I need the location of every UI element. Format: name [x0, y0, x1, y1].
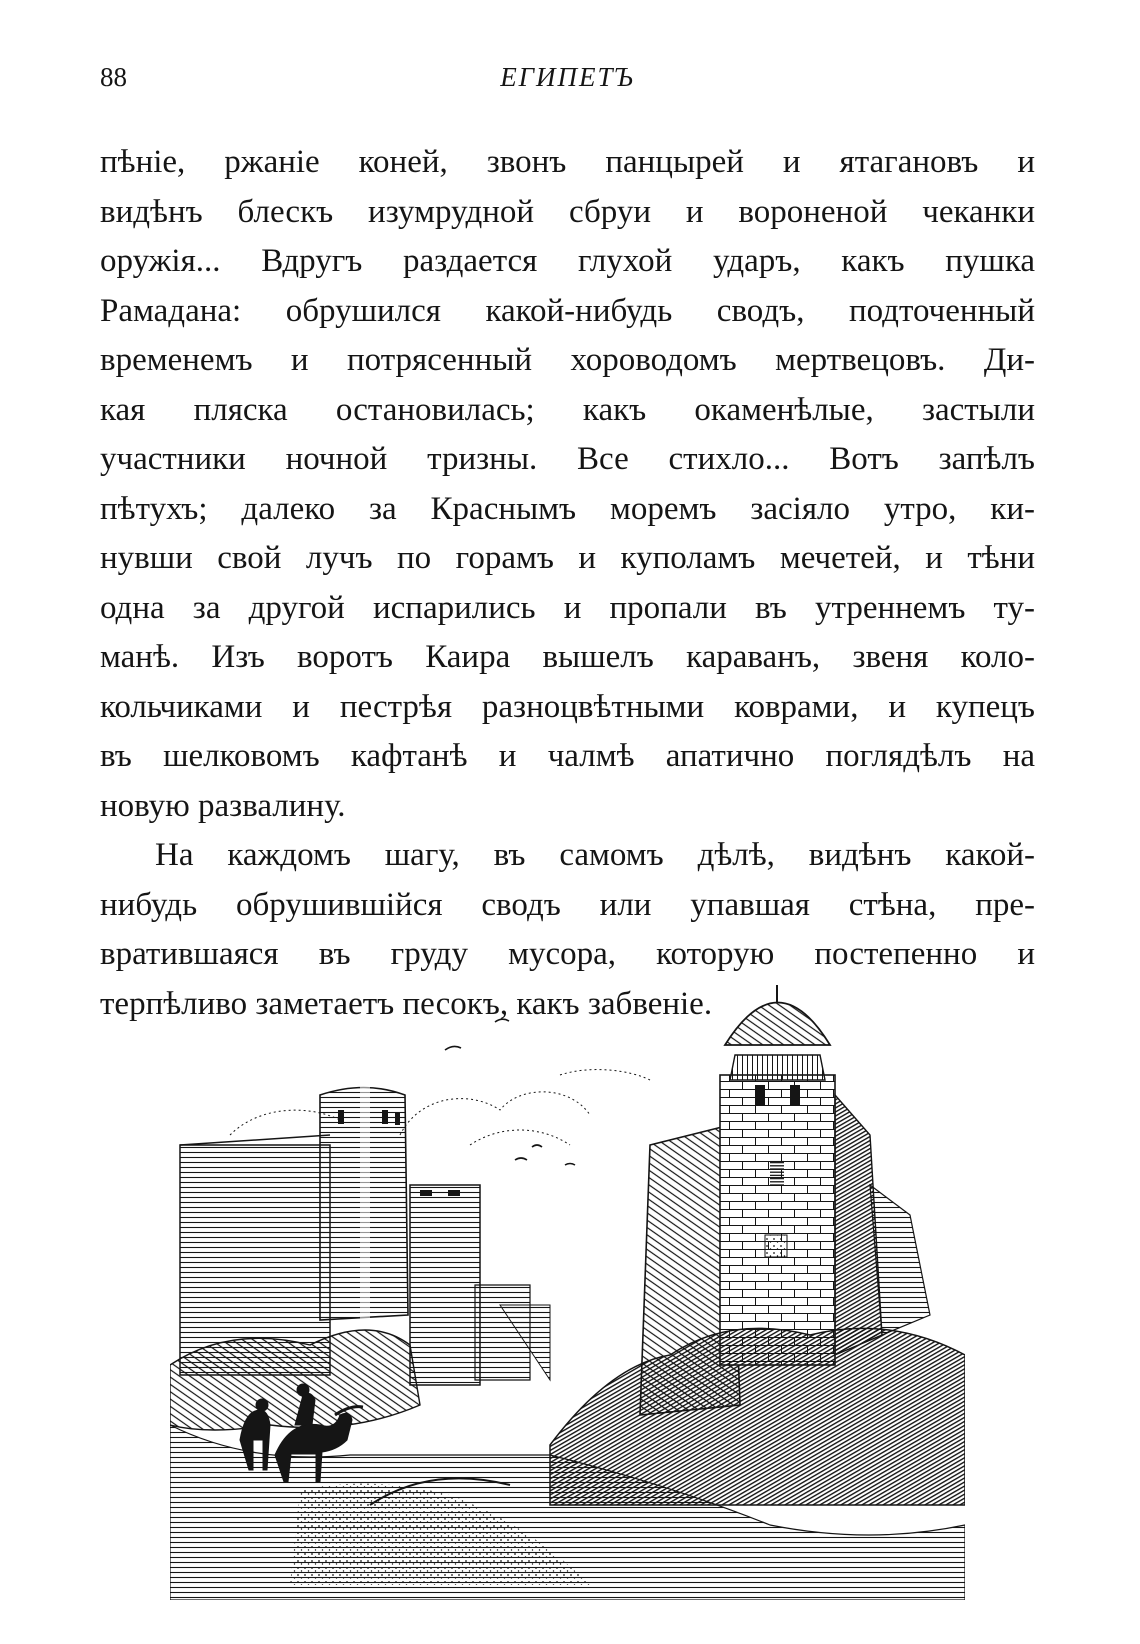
- running-head: [100, 62, 1035, 102]
- text-line: манѣ. Изъ воротъ Каира вышелъ караванъ, звеня коло-: [100, 639, 1035, 675]
- text-line: въ шелковомъ кафтанѣ и чалмѣ апатично поглядѣлъ на: [100, 738, 1035, 774]
- text-line: вратившаяся въ груду мусора, которую постепенно и: [100, 936, 1035, 972]
- text-line: пѣніе, ржаніе коней, звонъ панцырей и ятагановъ и: [100, 144, 1035, 180]
- text-line: видѣнъ блескъ изумрудной сбруи и вороненой чеканки: [100, 193, 1035, 230]
- text-line: кольчиками и пестрѣя разноцвѣтными коврами, и купецъ: [100, 688, 1035, 725]
- text-line: участники ночной тризны. Все стихло... Вотъ запѣлъ: [100, 441, 1035, 477]
- chapter-title: ЕГИПЕТЪ: [500, 62, 635, 92]
- text-line: На каждомъ шагу, въ самомъ дѣлѣ, видѣнъ какой-: [155, 837, 1035, 873]
- birds: [445, 1019, 575, 1165]
- text-line: Рамадана: обрушился какой-нибудь сводъ, подточенный: [100, 292, 1035, 329]
- text-line: нувши свой лучъ по горамъ и куполамъ мечетей, и тѣни: [100, 540, 1035, 576]
- page-number: 88: [100, 62, 127, 92]
- text-line: временемъ и потрясенный хороводомъ мертвецовъ. Ди-: [100, 342, 1035, 378]
- ruins-engraving: [170, 985, 965, 1600]
- text-line: пѣтухъ; далеко за Краснымъ моремъ засіяло утро, ки-: [100, 490, 1035, 527]
- engraving-illustration: [170, 985, 965, 1600]
- round-tower: [320, 1085, 408, 1320]
- text-line: одна за другой испарились и пропали въ утреннемъ ту-: [100, 589, 1035, 626]
- text-line: терпѣливо заметаетъ песокъ, какъ забвеніе.: [100, 985, 713, 1022]
- second-tower: [410, 1185, 480, 1385]
- text-line: кая пляска остановилась; какъ окаменѣлые, застыли: [100, 391, 1035, 428]
- text-line: нибудь обрушившійся сводъ или упавшая стѣна, пре-: [100, 886, 1035, 923]
- body-text: [100, 138, 1035, 1029]
- distant-buildings: [475, 1285, 550, 1380]
- paragraph-1: [100, 138, 1035, 831]
- text-line: новую развалину.: [100, 787, 346, 824]
- text-line: оружія... Вдругъ раздается глухой ударъ, какъ пушка: [100, 243, 1035, 279]
- clouds: [230, 1070, 650, 1145]
